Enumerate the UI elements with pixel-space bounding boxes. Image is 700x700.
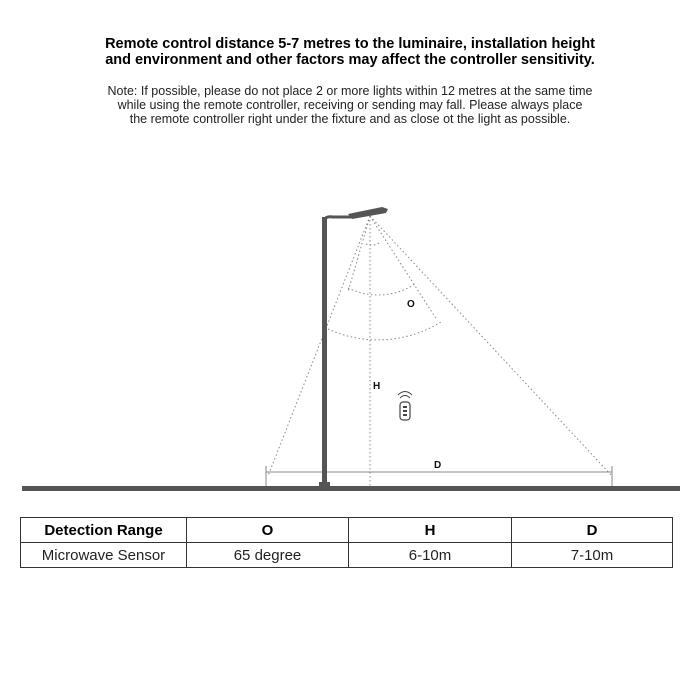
header-angle: O — [187, 518, 349, 543]
angle-arc-medium — [348, 284, 415, 295]
note-line-2: while using the remote controller, receiving or sending may fall. Please always place — [117, 98, 583, 112]
cell-angle: 65 degree — [187, 543, 349, 568]
signal-waves-icon — [398, 392, 412, 399]
note-line-3: the remote controller right under the fixture and as close ot the light as possible. — [129, 112, 571, 126]
ground-line — [22, 486, 680, 491]
angle-arc-small — [366, 243, 379, 245]
cell-height: 6-10m — [349, 543, 512, 568]
angle-arc-large — [328, 322, 441, 340]
light-fixture — [348, 207, 388, 219]
beam-left-line — [348, 216, 370, 292]
angle-label: O — [407, 299, 415, 310]
note-line-1: Note: If possible, please do not place 2 or more lights within 12 metres at the same time — [107, 84, 593, 98]
table-row — [21, 543, 673, 568]
heading-line-2: and environment and other factors may affect the controller sensitivity. — [105, 52, 595, 68]
cell-distance: 7-10m — [512, 543, 673, 568]
header-detection-range: Detection Range — [21, 518, 187, 543]
light-pole — [322, 217, 327, 487]
cell-sensor-type: Microwave Sensor — [21, 543, 187, 568]
table-header-row — [21, 518, 673, 543]
detection-range-table — [20, 517, 673, 568]
height-label: H — [373, 381, 381, 392]
cone-right-edge — [370, 216, 612, 476]
beam-right-line — [370, 216, 437, 320]
light-arm — [324, 217, 353, 220]
street-light-icon — [319, 207, 388, 487]
distance-label: D — [434, 460, 442, 471]
header-height: H — [349, 518, 512, 543]
header-distance: D — [512, 518, 673, 543]
detection-cone — [268, 216, 612, 486]
cone-left-edge — [268, 216, 370, 476]
remote-controller-icon — [398, 392, 412, 421]
heading-line-1: Remote control distance 5-7 metres to the luminaire, installation height — [105, 36, 595, 52]
